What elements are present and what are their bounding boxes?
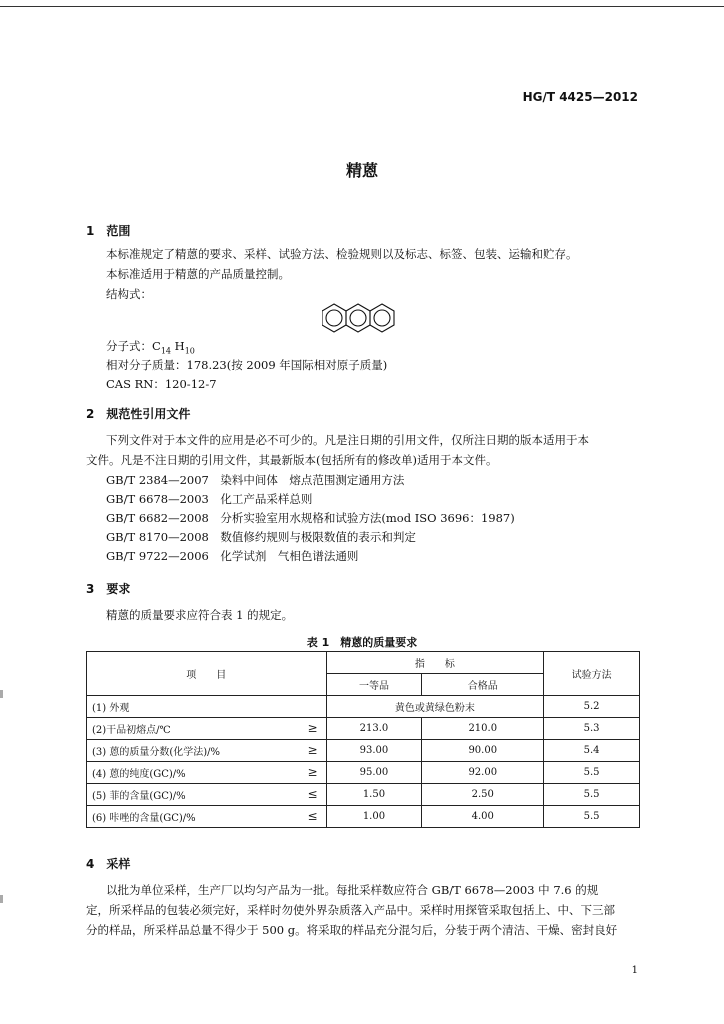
row-grade-qualified: 90.00 xyxy=(422,740,544,762)
row-grade-first: 213.0 xyxy=(326,718,422,740)
reference-item: GB/T 9722—2006 化学试剂 气相色谱法通则 xyxy=(106,549,359,563)
comparison-symbol: ≤ xyxy=(307,809,318,823)
table-row xyxy=(87,740,640,762)
quality-requirements-table xyxy=(86,651,640,828)
cas-number: CAS RN：120-12-7 xyxy=(106,377,217,391)
row-item: (1) 外观 xyxy=(87,696,327,718)
scope-line: 本标准适用于精蒽的产品质量控制。 xyxy=(106,267,290,281)
row-item: (4) 蒽的纯度(GC)/% ≥ xyxy=(87,762,327,784)
row-method: 5.4 xyxy=(544,740,640,762)
row-grade-first: 1.00 xyxy=(326,806,422,828)
row-item: (2)干品初熔点/℃ ≥ xyxy=(87,718,327,740)
section-1-heading: 1 范围 xyxy=(86,224,131,238)
reference-item: GB/T 2384—2007 染料中间体 熔点范围测定通用方法 xyxy=(106,473,405,487)
refs-intro: 文件。凡是不注日期的引用文件，其最新版本(包括所有的修改单)适用于本文件。 xyxy=(86,453,498,467)
row-method: 5.5 xyxy=(544,806,640,828)
top-rule xyxy=(0,6,724,7)
header-grade-first: 一等品 xyxy=(326,674,422,696)
refs-intro: 下列文件对于本文件的应用是必不可少的。凡是注日期的引用文件，仅所注日期的版本适用于本 xyxy=(106,433,589,447)
row-grade-first: 95.00 xyxy=(326,762,422,784)
table-row xyxy=(87,696,640,718)
row-method: 5.3 xyxy=(544,718,640,740)
table-caption: 表 1 精蒽的质量要求 xyxy=(306,636,418,649)
row-method: 5.5 xyxy=(544,762,640,784)
reference-item: GB/T 6678—2003 化工产品采样总则 xyxy=(106,492,313,506)
scan-mark xyxy=(0,895,3,903)
row-method: 5.5 xyxy=(544,784,640,806)
document-title: 精蒽 xyxy=(345,161,378,180)
table-row xyxy=(87,784,640,806)
table-row xyxy=(87,762,640,784)
page-number: 1 xyxy=(631,965,638,976)
comparison-symbol: ≤ xyxy=(307,787,318,801)
comparison-symbol: ≥ xyxy=(307,721,318,735)
requirements-text: 精蒽的质量要求应符合表 1 的规定。 xyxy=(106,608,294,622)
header-index: 指 标 xyxy=(326,652,544,674)
row-item: (3) 蒽的质量分数(化学法)/% ≥ xyxy=(87,740,327,762)
structure-label: 结构式： xyxy=(106,287,152,301)
scope-line: 本标准规定了精蒽的要求、采样、试验方法、检验规则以及标志、标签、包装、运输和贮存。 xyxy=(106,247,578,261)
reference-item: GB/T 8170—2008 数值修约规则与极限数值的表示和判定 xyxy=(106,530,416,544)
scan-mark xyxy=(0,690,3,698)
row-item: (6) 咔唑的含量(GC)/% ≤ xyxy=(87,806,327,828)
row-grade-qualified: 210.0 xyxy=(422,718,544,740)
row-grade-first: 1.50 xyxy=(326,784,422,806)
section-3-heading: 3 要求 xyxy=(86,582,131,596)
row-grade-qualified: 92.00 xyxy=(422,762,544,784)
row-item: (5) 菲的含量(GC)/% ≤ xyxy=(87,784,327,806)
standard-number: HG/T 4425—2012 xyxy=(522,90,638,104)
sampling-line: 定，所采样品的包装必须完好，采样时勿使外界杂质落入产品中。采样时用探管采取包括上、中、下三部 xyxy=(86,903,615,917)
comparison-symbol: ≥ xyxy=(307,743,318,757)
row-appearance-value: 黄色或黄绿色粉末 xyxy=(326,696,544,718)
table-header-row xyxy=(87,652,640,674)
comparison-symbol: ≥ xyxy=(307,765,318,779)
header-item: 项 目 xyxy=(87,652,327,696)
sampling-line: 分的样品，所采样品总量不得少于 500 g。将采取的样品充分混匀后，分装于两个清洁、干燥、密封良好 xyxy=(86,923,618,937)
reference-item: GB/T 6682—2008 分析实验室用水规格和试验方法(mod ISO 3696：1987) xyxy=(106,511,515,525)
anthracene-structure xyxy=(322,302,398,336)
row-method: 5.2 xyxy=(544,696,640,718)
molecular-formula: 分子式：$C_{14}$ $H_{10}$ xyxy=(106,339,195,356)
section-4-heading: 4 采样 xyxy=(86,857,131,871)
sampling-line: 以批为单位采样，生产厂以均匀产品为一批。每批采样数应符合 GB/T 6678—2003 中 7.6 的规 xyxy=(106,883,599,897)
table-row xyxy=(87,806,640,828)
header-grade-qualified: 合格品 xyxy=(422,674,544,696)
table-row xyxy=(87,718,640,740)
row-grade-first: 93.00 xyxy=(326,740,422,762)
molecular-mass: 相对分子质量：178.23(按 2009 年国际相对原子质量) xyxy=(106,358,388,372)
row-grade-qualified: 4.00 xyxy=(422,806,544,828)
row-grade-qualified: 2.50 xyxy=(422,784,544,806)
section-2-heading: 2 规范性引用文件 xyxy=(86,407,191,421)
header-method: 试验方法 xyxy=(544,652,640,696)
